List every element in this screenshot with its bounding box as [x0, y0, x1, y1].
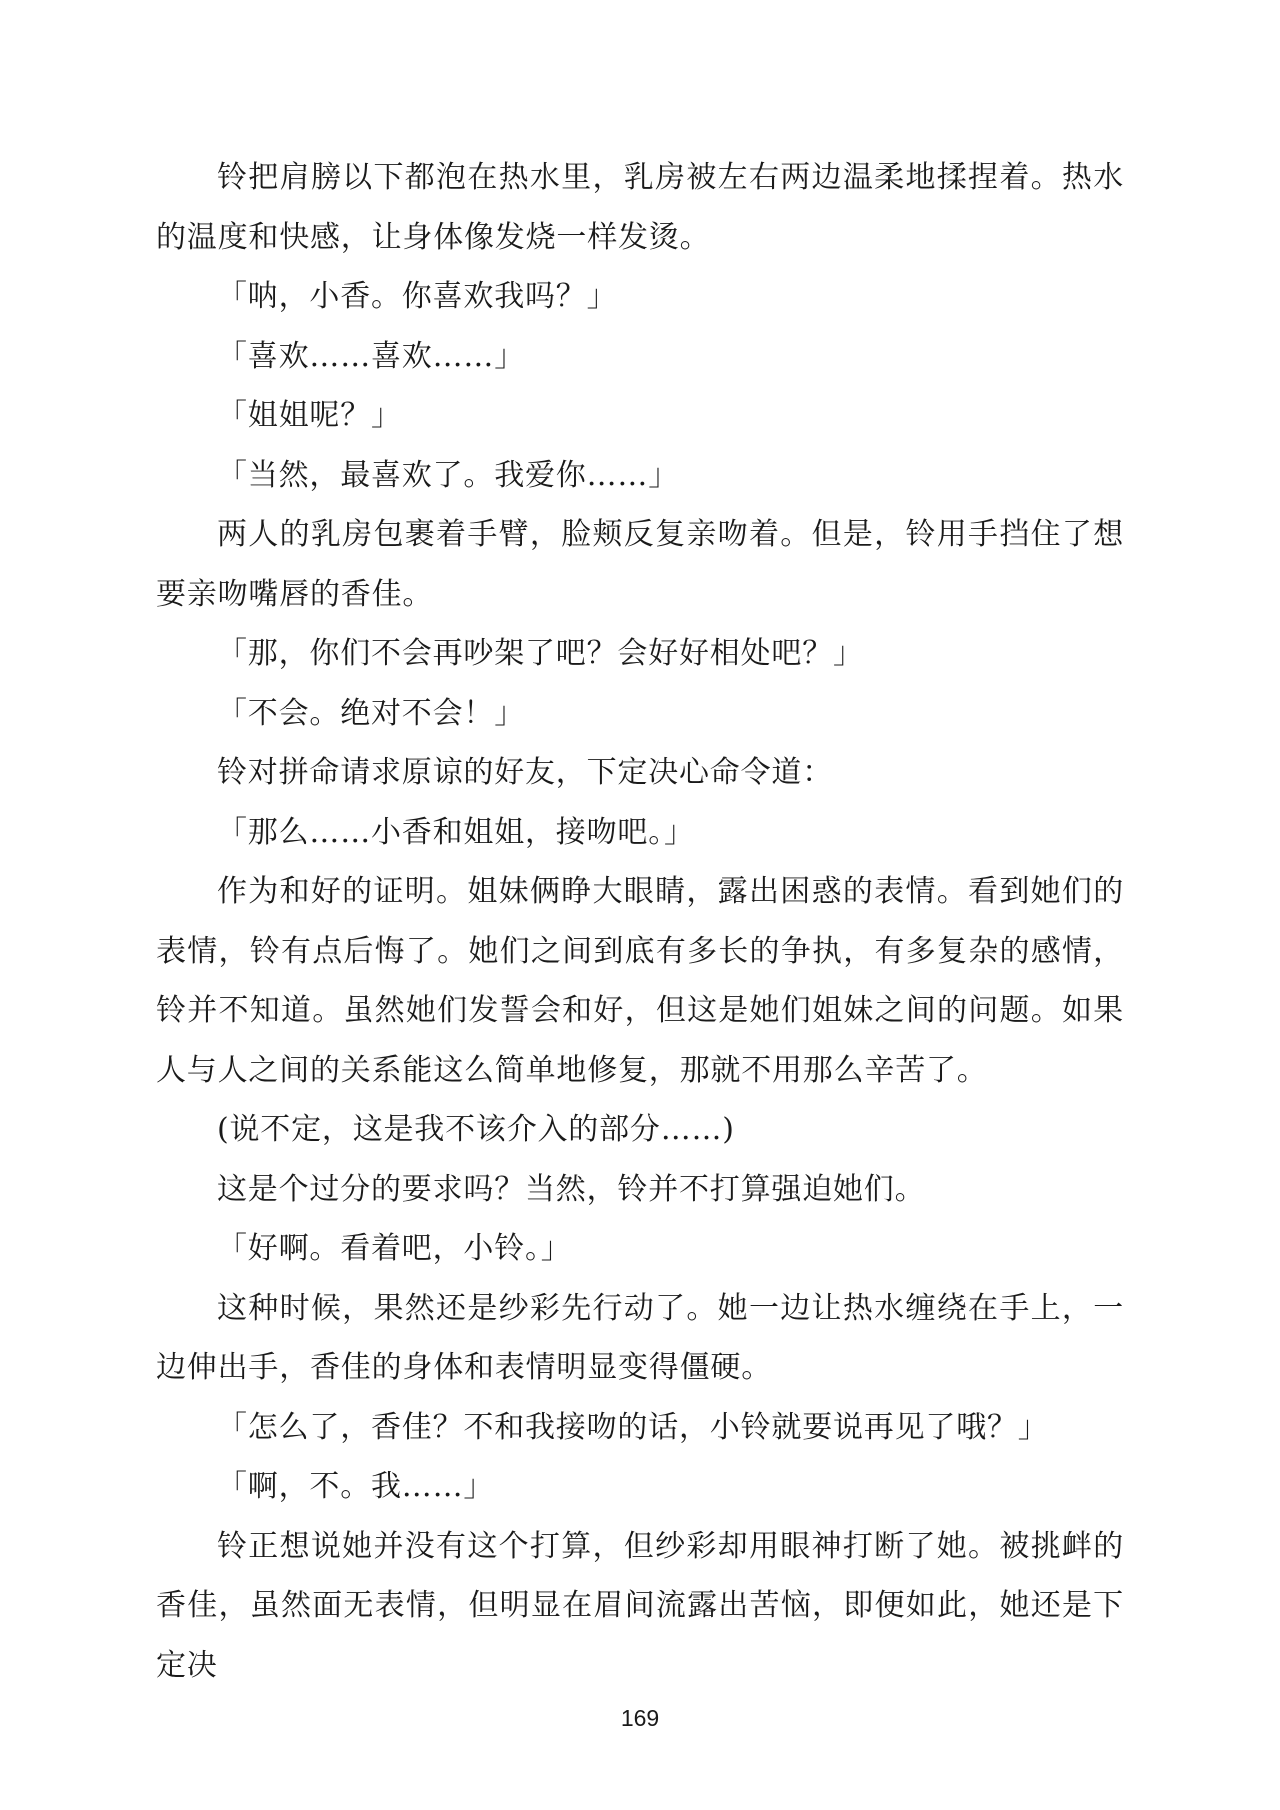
paragraph-dialogue: 「怎么了，香佳？不和我接吻的话，小铃就要说再见了哦？」 [217, 1409, 1049, 1445]
paragraph-dialogue: 「当然，最喜欢了。我爱你……」 [217, 457, 679, 493]
paragraph-dialogue: 「那，你们不会再吵架了吧？会好好相处吧？」 [217, 636, 864, 671]
paragraph-dialogue: 「呐，小香。你喜欢我吗？」 [217, 279, 618, 314]
paragraph-dialogue: 「喜欢……喜欢……」 [217, 338, 525, 374]
paragraph-narration: 这种时候，果然还是纱彩先行动了。她一边让热水缠绕在手上，一边伸出手，香佳的身体和表情明显变得僵硬。 [156, 1290, 1124, 1385]
page-number: 169 [620, 1705, 660, 1731]
page-body [156, 148, 1124, 1695]
paragraph-dialogue: 「姐姐呢？」 [217, 398, 402, 433]
paragraph-dialogue: 「啊，不。我……」 [217, 1469, 495, 1504]
paragraph-narration: 这是个过分的要求吗？当然，铃并不打算强迫她们。 [217, 1171, 926, 1207]
paragraph-narration: 铃正想说她并没有这个打算，但纱彩却用眼神打断了她。被挑衅的香佳，虽然面无表情，但明显在眉间流露出苦恼，即便如此，她还是下定决 [156, 1528, 1124, 1683]
paragraph-narration: 铃把肩膀以下都泡在热水里，乳房被左右两边温柔地揉捏着。热水的温度和快感，让身体像发烧一样发烫。 [156, 160, 1124, 255]
paragraph-dialogue: 「那么……小香和姐姐，接吻吧。」 [217, 814, 695, 850]
paragraph-narration: 作为和好的证明。姐妹俩睁大眼睛，露出困惑的表情。看到她们的表情，铃有点后悔了。她们之间到底有多长的争执，有多复杂的感情，铃并不知道。虽然她们发誓会和好，但这是她们姐妹之间的问题。如果人与人之间的关系能这么简单地修复，那就不用那么辛苦了。 [156, 874, 1124, 1088]
paragraph-narration: 铃对拼命请求原谅的好友，下定决心命令道： [217, 755, 833, 790]
paragraph-narration: 两人的乳房包裹着手臂，脸颊反复亲吻着。但是，铃用手挡住了想要亲吻嘴唇的香佳。 [156, 517, 1124, 612]
paragraph-narration: (说不定，这是我不该介入的部分……) [217, 1112, 735, 1147]
paragraph-dialogue: 「不会。绝对不会！」 [217, 695, 525, 731]
paragraph-dialogue: 「好啊。看着吧，小铃。」 [217, 1231, 572, 1266]
